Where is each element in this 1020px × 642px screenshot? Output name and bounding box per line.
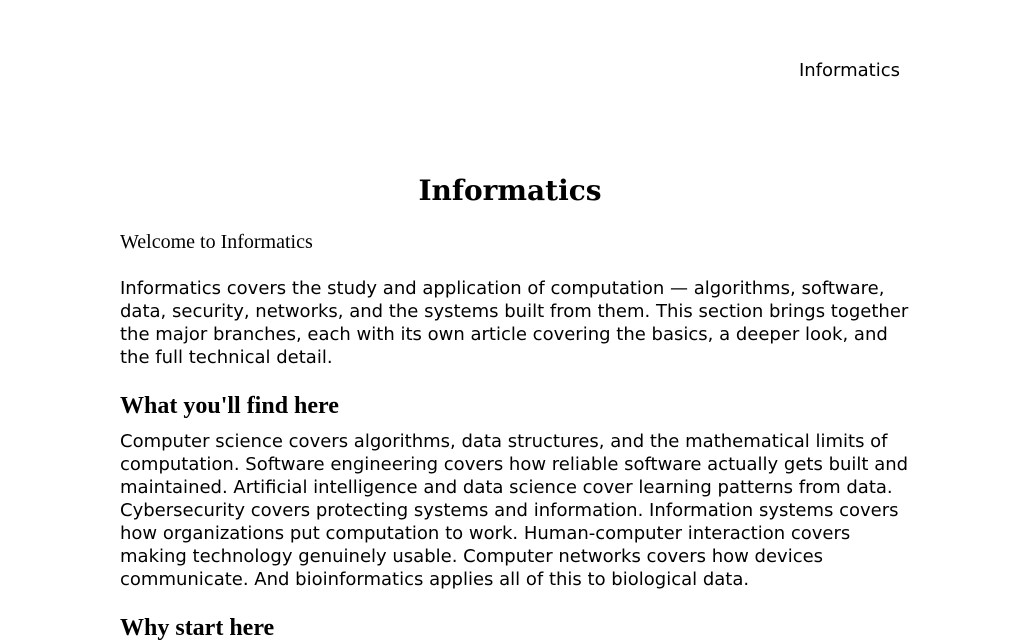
running-header: Informatics: [798, 60, 900, 81]
section-paragraph-what-youll-find: Computer science covers algorithms, data structures, and the mathematical limits of computation. Software engineering covers how reliable software actually gets built and maintained. Artificial intelligence and data science cover learning patterns from data. Cybersecurity covers protecting systems and information. Information systems covers how organizations put computation to work. Human-computer interaction covers making technology genuinely usable. Computer networks covers how devices communicate. And bioinformatics applies all of this to biological data.: [120, 431, 909, 590]
intro-paragraph: Informatics covers the study and application of computation — algorithms, software, data, security, networks, and the systems built from them. This section brings together the major branches, each with its own article covering the basics, a deeper look, and the full technical detail.: [120, 278, 909, 368]
page-title: Informatics: [418, 174, 602, 207]
section-heading-why-start-here: Why start here: [120, 615, 275, 641]
section-heading-what-youll-find: What you'll find here: [120, 393, 339, 419]
page-subtitle: Welcome to Informatics: [120, 231, 313, 253]
article-content: [120, 172, 910, 642]
